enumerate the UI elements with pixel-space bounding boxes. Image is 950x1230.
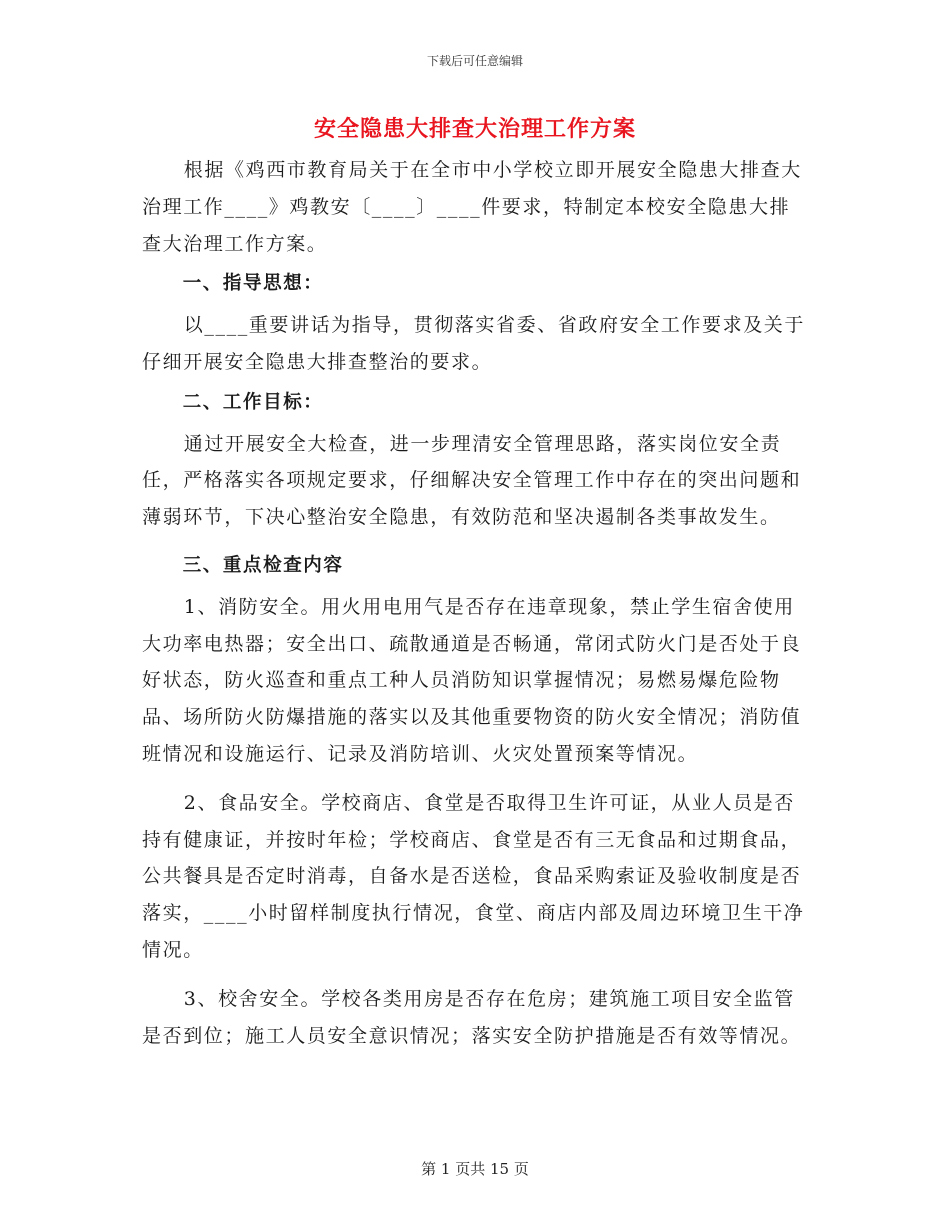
item-fire-safety: 1、消防安全。用火用电用气是否存在违章现象，禁止学生宿舍使用大功率电热器；安全出口、疏散通道是否畅通，常闭式防火门是否处于良好状态，防火巡查和重点工种人员消防知识掌握情况；易燃易爆危险物品、场所防火防爆措施的落实以及其他重要物资的防火安全情况；消防值班情况和设施运行、记录及消防培训、火灾处置预案等情况。 <box>142 595 802 765</box>
section-paragraph-work-goals: 通过开展安全大检查，进一步理清安全管理思路，落实岗位安全责任，严格落实各项规定要求，仔细解决安全管理工作中存在的突出问题和薄弱环节，下决心整治安全隐患，有效防范和坚决遏制各类事故发生。 <box>142 432 802 529</box>
item-building-safety: 3、校舍安全。学校各类用房是否存在危房；建筑施工项目安全监管是否到位；施工人员安全意识情况；落实安全防护措施是否有效等情况。 <box>142 987 802 1047</box>
document-body <box>142 152 808 1054</box>
section-paragraph-guiding-ideology: 以____重要讲话为指导，贯彻落实省委、省政府安全工作要求及关于仔细开展安全隐患大排查整治的要求。 <box>142 314 805 373</box>
header-note: 下载后可任意编辑 <box>426 54 523 68</box>
intro-paragraph: 根据《鸡西市教育局关于在全市中小学校立即开展安全隐患大排查大治理工作____》鸡教安〔____〕____件要求，特制定本校安全隐患大排查大治理工作方案。 <box>142 159 802 255</box>
page-footer: 第 1 页共 15 页 <box>421 1160 529 1178</box>
section-heading-key-inspection: 三、重点检查内容 <box>182 554 344 576</box>
document-title: 安全隐患大排查大治理工作方案 <box>313 117 636 142</box>
item-food-safety: 2、食品安全。学校商店、食堂是否取得卫生许可证，从业人员是否持有健康证，并按时年检；学校商店、食堂是否有三无食品和过期食品，公共餐具是否定时消毒，自备水是否送检，食品采购索证及验收制度是否落实，____小时留样制度执行情况，食堂、商店内部及周边环境卫生干净情况。 <box>142 791 805 961</box>
section-heading-work-goals: 二、工作目标： <box>182 391 324 413</box>
section-heading-guiding-ideology: 一、指导思想： <box>182 273 324 295</box>
